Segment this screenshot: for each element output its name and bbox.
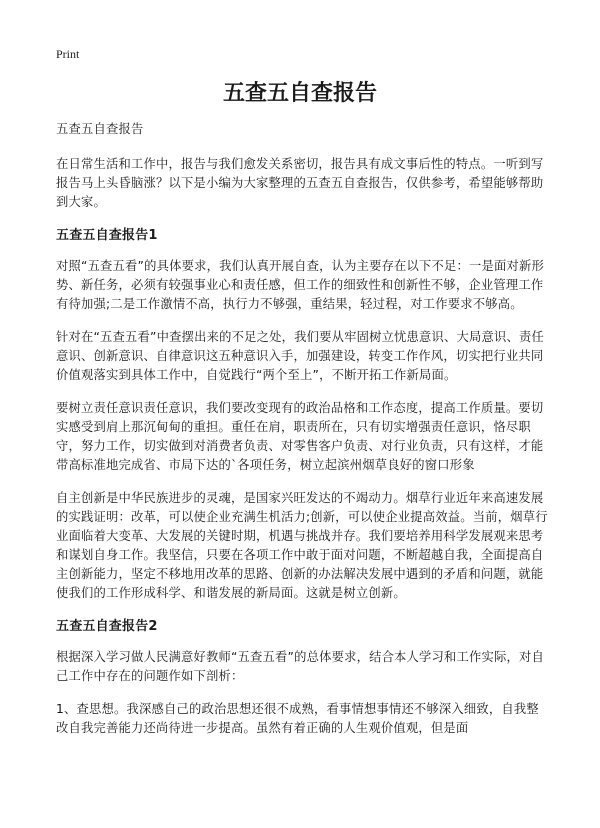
section-heading: 五查五自查报告2 [56,619,158,634]
page-title: 五查五自查报告 [222,81,377,106]
document-body [56,120,548,752]
section-paragraph: 1、查思想。我深感自己的政治思想还很不成熟，看事情想事情还不够深入细致，自我整改自我完善能力还尚待进一步提高。虽然有着正确的人生观价值观，但是面 [56,702,539,735]
document-subtitle: 五查五自查报告 [56,122,144,136]
section-paragraph: 针对在“五查五看”中查摆出来的不足之处，我们要从牢固树立忧患意识、大局意识、责任意识、创新意识、自律意识这五种意识入手，加强建设，转变工作作风，切实把行业共同价值观落实到具体工作中，自觉践行“两个至上”，不断开拓工作新局面。 [56,330,545,382]
section-heading: 五查五自查报告1 [56,228,158,243]
print-link[interactable]: Print [56,47,80,61]
section-paragraph: 自主创新是中华民族进步的灵魂，是国家兴旺发达的不竭动力。烟草行业近年来高速发展的实践证明：改革，可以使企业充满生机活力;创新，可以使企业提高效益。当前，烟草行业面临着大变革、大发展的关键时期，机遇与挑战并存。我们要培养用科学发展观来思考和谋划自身工作。我坚信，只要在各项工作中敢于面对问题，不断超越自我，全面提高自主创新能力，坚定不移地用改革的思路、创新的办法解决发展中遇到的矛盾和问题，就能使我们的工作形成科学、和谐发展的新局面。这就是树立创新。 [56,491,548,600]
section-paragraph: 根据深入学习做人民满意好教师“五查五看”的总体要求，结合本人学习和工作实际，对自己工作中存在的问题作如下剖析： [56,650,545,683]
section-paragraph: 对照“五查五看”的具体要求，我们认真开展自查，认为主要存在以下不足：一是面对新形势、新任务，必须有较强事业心和责任感，但工作的细致性和创新性不够，企业管理工作有待加强;二是工作激情不高，执行力不够强，重结果，轻过程，对工作要求不够高。 [56,259,545,311]
section-paragraph: 要树立责任意识责任意识，我们要改变现有的政治品格和工作态度，提高工作质量。要切实感受到肩上那沉甸甸的重担。重任在肩，职责所在，只有切实增强责任意识，恪尽职守，努力工作，切实做到对消费者负责、对零售客户负责、对行业负责，只有这样，才能带高标准地完成省、市局下达的`各项任务，树立起滨州烟草良好的窗口形象 [56,401,544,472]
intro-paragraph: 在日常生活和工作中，报告与我们愈发关系密切，报告具有成文事后性的特点。一听到写报告马上头昏脑涨？以下是小编为大家整理的五查五自查报告，仅供参考，希望能够帮助到大家。 [56,157,544,209]
